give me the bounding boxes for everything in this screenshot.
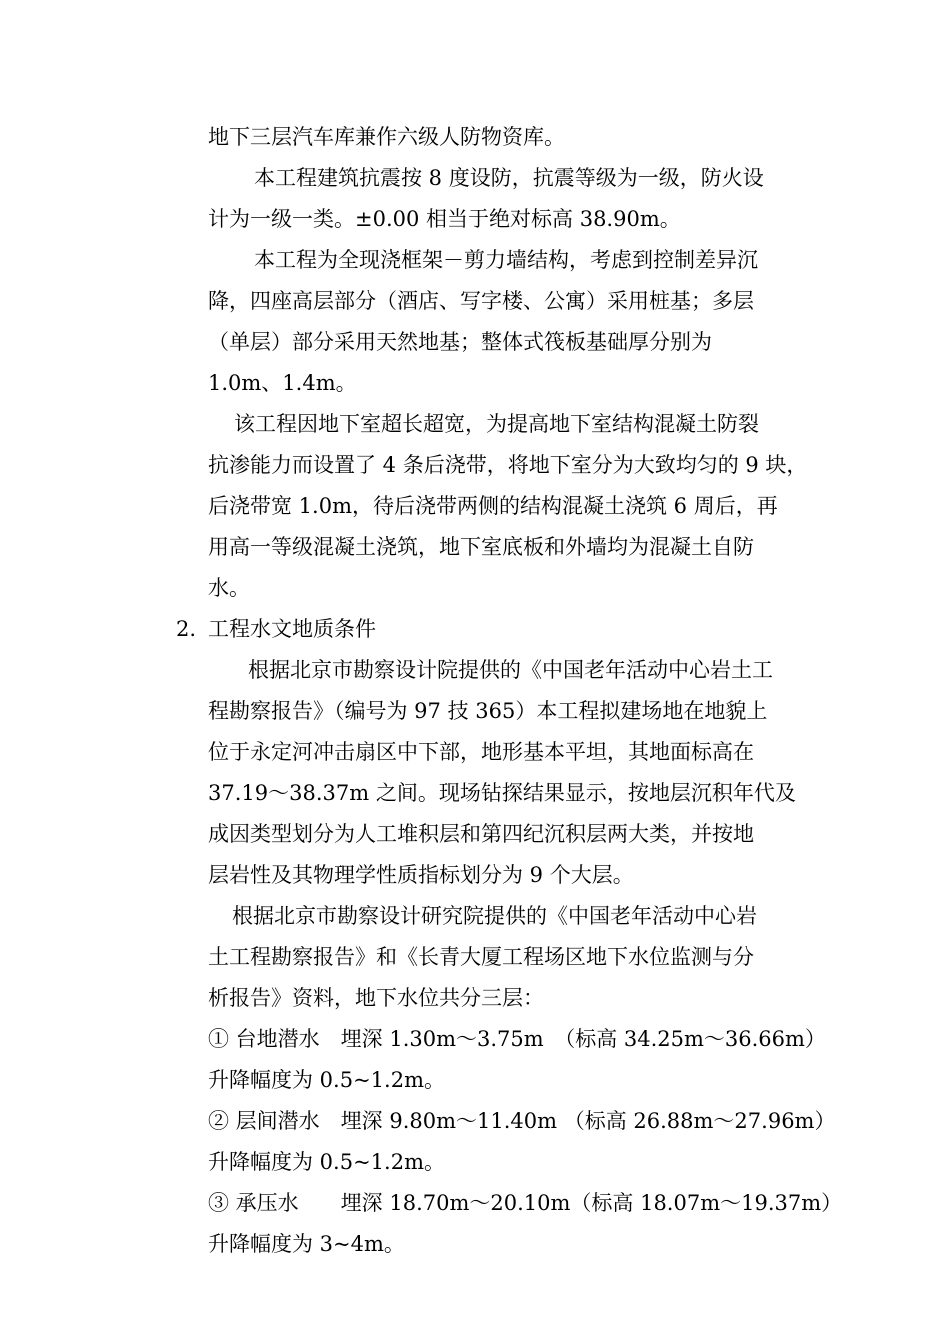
paragraph-line: 地下三层汽车库兼作六级人防物资库。 xyxy=(208,125,565,149)
paragraph-line: 该工程因地下室超长超宽，为提高地下室结构混凝土防裂 xyxy=(234,412,759,436)
water-level-line: 升降幅度为 0.5~1.2m。 xyxy=(208,1068,445,1092)
paragraph-line: 计为一级一类。±0.00 相当于绝对标高 38.90m。 xyxy=(208,207,681,231)
paragraph-line: 程勘察报告》（编号为 97 技 365）本工程拟建场地在地貌上 xyxy=(208,699,768,723)
paragraph-line: 1.0m、1.4m。 xyxy=(208,371,357,395)
water-level-line: ② 层间潜水 埋深 9.80m～11.40m （标高 26.88m～27.96m） xyxy=(208,1109,836,1133)
paragraph-line: 降，四座高层部分（酒店、写字楼、公寓）采用桩基；多层 xyxy=(208,289,754,313)
paragraph-line: 本工程建筑抗震按 8 度设防，抗震等级为一级，防火设 xyxy=(254,166,764,190)
paragraph-line: 37.19～38.37m 之间。现场钻探结果显示，按地层沉积年代及 xyxy=(208,781,796,805)
paragraph-line: 位于永定河冲击扇区中下部，地形基本平坦，其地面标高在 xyxy=(208,740,754,764)
water-level-line: ① 台地潜水 埋深 1.30m～3.75m （标高 34.25m～36.66m） xyxy=(208,1027,826,1051)
section-title: 工程水文地质条件 xyxy=(208,617,376,641)
paragraph-line: 用高一等级混凝土浇筑，地下室底板和外墙均为混凝土自防 xyxy=(208,535,754,559)
paragraph-line: 成因类型划分为人工堆积层和第四纪沉积层两大类，并按地 xyxy=(208,822,754,846)
paragraph-line: 本工程为全现浇框架－剪力墙结构，考虑到控制差异沉 xyxy=(254,248,758,272)
paragraph-line: 析报告》资料，地下水位共分三层： xyxy=(208,986,544,1010)
water-level-line: ③ 承压水 埋深 18.70m～20.10m（标高 18.07m～19.37m） xyxy=(208,1191,843,1215)
section-heading xyxy=(176,610,820,648)
paragraph-line: 土工程勘察报告》和《长青大厦工程场区地下水位监测与分 xyxy=(208,945,754,969)
document-body xyxy=(176,118,843,1263)
paragraph-line: 根据北京市勘察设计院提供的《中国老年活动中心岩土工 xyxy=(248,658,773,682)
water-level-line: 升降幅度为 0.5~1.2m。 xyxy=(208,1150,445,1174)
paragraph-line: 抗渗能力而设置了 4 条后浇带，将地下室分为大致均匀的 9 块， xyxy=(208,453,808,477)
section-number: 2. xyxy=(176,617,197,641)
water-level-line: 升降幅度为 3~4m。 xyxy=(208,1232,405,1256)
paragraph-line: 后浇带宽 1.0m，待后浇带两侧的结构混凝土浇筑 6 周后，再 xyxy=(208,494,778,518)
paragraph-line: （单层）部分采用天然地基；整体式筏板基础厚分别为 xyxy=(208,330,712,354)
paragraph-line: 水。 xyxy=(208,576,250,600)
paragraph-line: 根据北京市勘察设计研究院提供的《中国老年活动中心岩 xyxy=(232,904,757,928)
paragraph-line: 层岩性及其物理学性质指标划分为 9 个大层。 xyxy=(208,863,634,887)
